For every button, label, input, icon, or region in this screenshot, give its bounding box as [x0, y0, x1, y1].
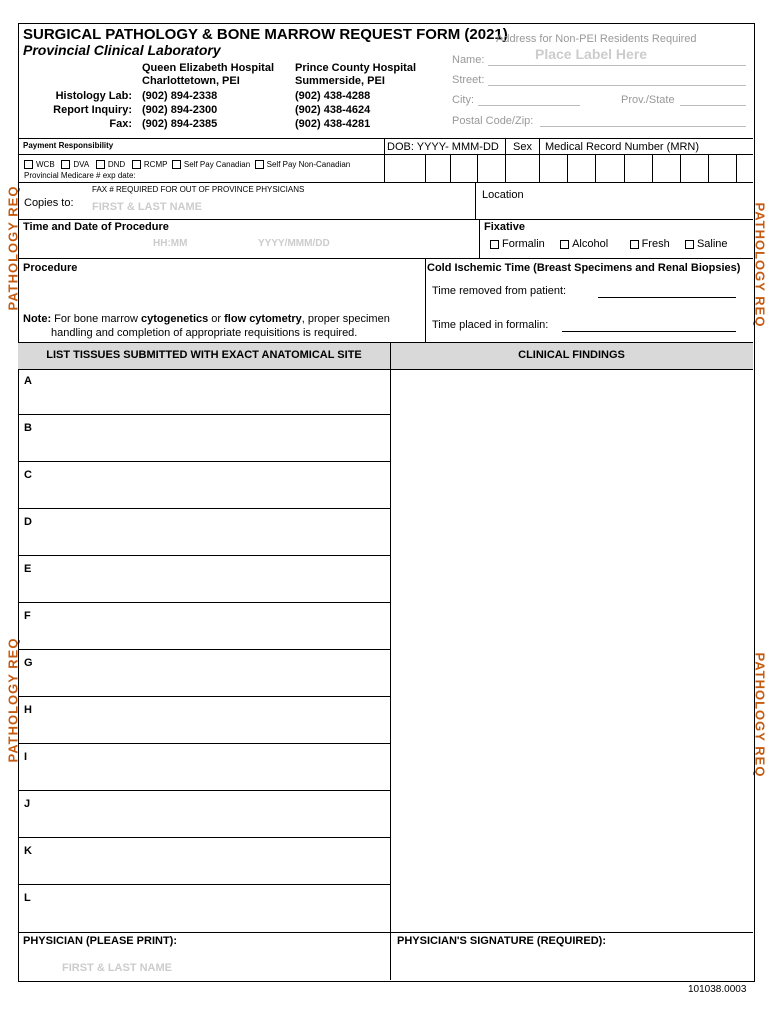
side-label-right-top: PATHOLOGY REQ	[752, 202, 768, 328]
procedure-date-placeholder[interactable]: YYYY/MMM/DD	[258, 238, 330, 249]
pch-fax-number: (902) 438-4281	[295, 118, 371, 130]
fixative-alcohol[interactable]: Alcohol	[560, 238, 608, 250]
side-label-left-top: PATHOLOGY REQ	[5, 185, 21, 311]
fax-label: Fax:	[109, 118, 132, 130]
hospital-pch-city: Summerside, PEI	[295, 75, 385, 87]
tissue-row[interactable]	[18, 368, 390, 415]
clinical-findings-area[interactable]	[390, 342, 754, 932]
payment-self-pay-non-canadian[interactable]: Self Pay Non-Canadian	[255, 160, 351, 169]
mrn-boxes[interactable]	[384, 154, 753, 182]
location-label: Location	[482, 189, 524, 201]
physician-top-rule	[18, 932, 753, 933]
side-label-left-bottom: PATHOLOGY REQ	[5, 637, 21, 763]
fixative-formalin[interactable]: Formalin	[490, 238, 545, 250]
payment-dnd[interactable]: DND	[96, 160, 125, 169]
address-name-line[interactable]	[488, 65, 746, 66]
hospital-qeh-name: Queen Elizabeth Hospital	[142, 62, 275, 74]
address-street-label: Street:	[452, 74, 485, 86]
tissue-row-label: K	[24, 845, 32, 857]
digit-box-divider	[595, 154, 596, 182]
tissue-row-label: F	[24, 610, 31, 622]
payment-heading: Payment Responsibility	[23, 141, 114, 150]
copies-name-placeholder[interactable]: FIRST & LAST NAME	[92, 201, 202, 213]
dob-label: DOB: YYYY- MMM-DD	[387, 141, 499, 153]
checkbox-icon[interactable]	[172, 160, 181, 169]
checkbox-icon[interactable]	[61, 160, 70, 169]
tissue-row[interactable]	[18, 603, 390, 650]
tissue-row-label: C	[24, 469, 32, 481]
tissue-row-label: A	[24, 375, 32, 387]
tissue-row[interactable]	[18, 885, 390, 932]
checkbox-icon[interactable]	[96, 160, 105, 169]
tissue-row-label: D	[24, 516, 32, 528]
tissue-row-label: H	[24, 704, 32, 716]
fixative-saline[interactable]: Saline	[685, 238, 728, 250]
payment-dva[interactable]: DVA	[61, 160, 89, 169]
qeh-numbers	[142, 89, 217, 131]
procedure-label: Procedure	[23, 262, 78, 274]
copies-to-label: Copies to:	[24, 197, 74, 209]
checkbox-icon[interactable]	[630, 240, 639, 249]
bone-marrow-note: Note: For bone marrow cytogenetics or flow cytometry, proper specimen	[23, 313, 390, 325]
digit-box-divider	[736, 154, 737, 182]
procedure-time-placeholder[interactable]: HH:MM	[153, 238, 188, 249]
payment-heading-rule	[18, 154, 384, 155]
copies-top-rule	[18, 182, 753, 183]
histology-lab-label: Histology Lab:	[55, 90, 132, 102]
tissue-row-label: I	[24, 751, 28, 763]
address-city-label: City:	[452, 94, 474, 106]
tissue-row[interactable]	[18, 650, 390, 697]
fixative-fresh[interactable]: Fresh	[630, 238, 670, 250]
address-heading: Address for Non-PEI Residents Required	[496, 33, 697, 45]
place-label-here: Place Label Here	[535, 46, 648, 62]
sex-label: Sex	[513, 141, 532, 153]
location-divider	[475, 182, 476, 219]
tissue-row-label: J	[24, 798, 31, 810]
tissue-row[interactable]	[18, 509, 390, 556]
form-title: SURGICAL PATHOLOGY & BONE MARROW REQUEST FORM (2021)	[23, 26, 508, 43]
time-top-rule	[18, 219, 753, 220]
physician-print-label: PHYSICIAN (PLEASE PRINT):	[23, 935, 178, 947]
address-postal-line[interactable]	[540, 126, 746, 127]
fax-required-note: FAX # REQUIRED FOR OUT OF PROVINCE PHYSICIANS	[92, 185, 305, 194]
address-city-line[interactable]	[478, 105, 580, 106]
fixative-options	[490, 238, 728, 250]
pch-histology-number: (902) 438-4288	[295, 90, 371, 102]
ischemic-label: Cold Ischemic Time (Breast Specimens and Renal Biopsies)	[427, 262, 741, 274]
procedure-time-label: Time and Date of Procedure	[23, 221, 169, 233]
payment-options	[24, 160, 350, 169]
tissue-row[interactable]	[18, 838, 390, 885]
tissue-row-label: B	[24, 422, 32, 434]
digit-box-divider	[450, 154, 451, 182]
checkbox-icon[interactable]	[255, 160, 264, 169]
payment-top-rule	[18, 138, 753, 139]
digit-box-divider	[477, 154, 478, 182]
side-label-right-bottom: PATHOLOGY REQ	[752, 652, 768, 778]
payment-self-pay-canadian[interactable]: Self Pay Canadian	[172, 160, 250, 169]
time-placed-line[interactable]	[562, 331, 736, 332]
tissue-list	[18, 368, 391, 932]
mrn-label: Medical Record Number (MRN)	[545, 141, 700, 153]
medicare-label: Provincial Medicare # exp date:	[24, 171, 136, 180]
procedure-top-rule	[18, 258, 753, 259]
physician-divider	[390, 932, 391, 980]
qeh-histology-number: (902) 894-2338	[142, 90, 218, 102]
form-number: 101038.0003	[688, 984, 747, 995]
lab-subtitle: Provincial Clinical Laboratory	[23, 42, 221, 58]
checkbox-icon[interactable]	[24, 160, 33, 169]
ischemic-divider	[425, 258, 426, 342]
digit-box-divider	[505, 154, 506, 182]
digit-box-divider	[425, 154, 426, 182]
digit-box-divider	[652, 154, 653, 182]
digit-box-divider	[708, 154, 709, 182]
pch-inquiry-number: (902) 438-4624	[295, 104, 371, 116]
contact-labels	[30, 89, 132, 131]
time-removed-label: Time removed from patient:	[432, 285, 567, 297]
hospital-pch-name: Prince County Hospital	[295, 62, 417, 74]
bone-marrow-note-line2: handling and completion of appropriate requisitions is required.	[51, 327, 358, 339]
tissue-row[interactable]	[18, 791, 390, 838]
fixative-divider	[479, 219, 480, 258]
fixative-label: Fixative	[484, 221, 525, 233]
checkbox-icon[interactable]	[685, 240, 694, 249]
address-postal-label: Postal Code/Zip:	[452, 115, 534, 127]
tissue-row[interactable]	[18, 415, 390, 462]
tissue-row[interactable]	[18, 697, 390, 744]
physician-name-placeholder[interactable]: FIRST & LAST NAME	[62, 962, 172, 974]
qeh-inquiry-number: (902) 894-2300	[142, 104, 218, 116]
payment-wcb[interactable]: WCB	[24, 160, 55, 169]
time-placed-label: Time placed in formalin:	[432, 319, 549, 331]
tissue-row[interactable]	[18, 556, 390, 603]
digit-box-divider	[624, 154, 625, 182]
tissue-row-label: E	[24, 563, 32, 575]
tissue-row[interactable]	[18, 744, 390, 791]
digit-box-divider	[567, 154, 568, 182]
report-inquiry-label: Report Inquiry:	[53, 104, 132, 116]
digit-box-divider	[539, 154, 540, 182]
checkbox-icon[interactable]	[560, 240, 569, 249]
checkbox-icon[interactable]	[490, 240, 499, 249]
address-street-line[interactable]	[488, 85, 746, 86]
address-name-label: Name:	[452, 54, 485, 66]
checkbox-icon[interactable]	[132, 160, 141, 169]
mrn-divider	[539, 138, 540, 154]
tissue-row[interactable]	[18, 462, 390, 509]
digit-box-divider	[680, 154, 681, 182]
qeh-fax-number: (902) 894-2385	[142, 118, 218, 130]
clinical-findings-header: CLINICAL FINDINGS	[518, 349, 625, 361]
physician-signature-label: PHYSICIAN'S SIGNATURE (REQUIRED):	[397, 935, 606, 947]
time-removed-line[interactable]	[598, 297, 736, 298]
tissues-header: LIST TISSUES SUBMITTED WITH EXACT ANATOMICAL SITE	[46, 349, 362, 361]
pch-numbers	[295, 89, 370, 131]
hospital-qeh-city: Charlottetown, PEI	[142, 75, 240, 87]
address-prov-line[interactable]	[680, 105, 746, 106]
sex-divider	[505, 138, 506, 154]
tissue-row-label: G	[24, 657, 33, 669]
tissue-row-label: L	[24, 892, 31, 904]
payment-rcmp[interactable]: RCMP	[132, 160, 168, 169]
address-prov-label: Prov./State	[621, 94, 675, 106]
